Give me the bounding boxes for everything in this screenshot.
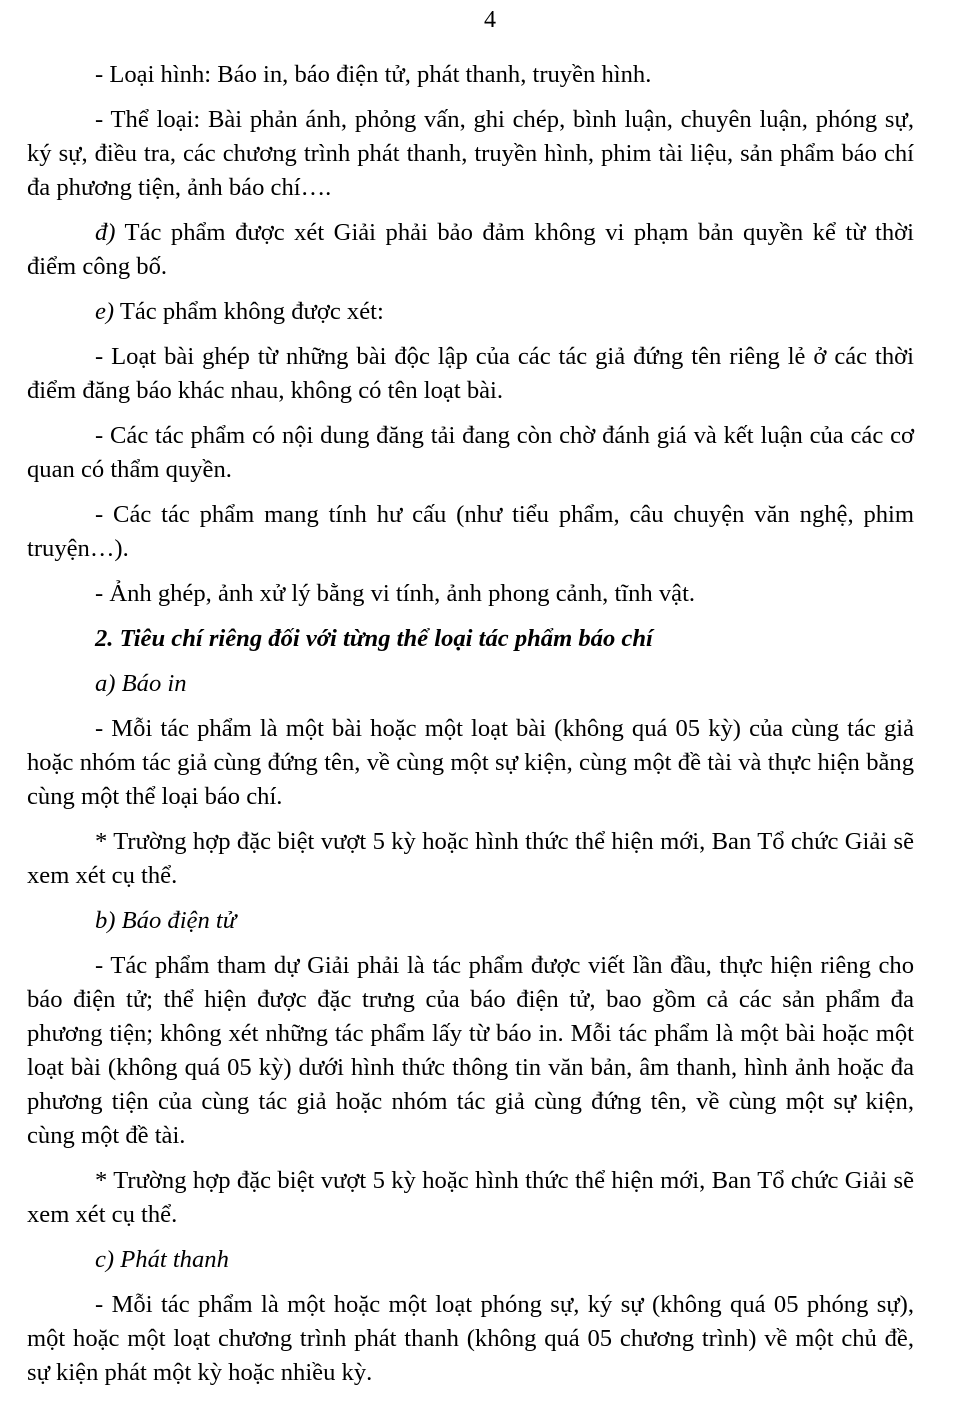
- paragraph-text: Tác phẩm không được xét:: [114, 298, 384, 325]
- paragraph-e-khong-duoc-xet: [27, 295, 914, 329]
- paragraph-hu-cau: - Các tác phẩm mang tính hư cấu (như tiểu phẩm, câu chuyện văn nghệ, phim truyện…).: [27, 501, 914, 562]
- page-number: 4: [484, 7, 496, 33]
- paragraph-phat-thanh-moi-tac-pham: - Mỗi tác phẩm là một hoặc một loạt phóng sự, ký sự (không quá 05 phóng sự), một hoặc một loạt chương trình phát thanh (không quá 05 chương trình) về một chủ đề, sự kiện phát một kỳ hoặc nhiều kỳ.: [27, 1291, 914, 1386]
- paragraph-anh-ghep: - Ảnh ghép, ảnh xử lý bằng vi tính, ảnh phong cảnh, tĩnh vật.: [95, 580, 696, 607]
- subheading-bao-dien-tu: b) Báo điện tử: [95, 907, 237, 934]
- paragraph-text: Tác phẩm được xét Giải phải bảo đảm không vi phạm bản quyền kể từ thời điểm công bố.: [27, 219, 914, 280]
- paragraph-loai-hinh: - Loại hình: Báo in, báo điện tử, phát thanh, truyền hình.: [95, 61, 652, 88]
- paragraph-bao-in-moi-tac-pham: - Mỗi tác phẩm là một bài hoặc một loạt bài (không quá 05 kỳ) của cùng tác giả hoặc nhóm tác giả cùng đứng tên, về cùng một sự kiện, cùng một đề tài và thực hiện bằng cùng một thể loại báo chí.: [27, 715, 914, 810]
- paragraph-d-ban-quyen: [27, 216, 914, 284]
- paragraph-loat-bai-ghep: - Loạt bài ghép từ những bài độc lập của các tác giả đứng tên riêng lẻ ở các thời điểm đăng báo khác nhau, không có tên loạt bài.: [27, 343, 914, 404]
- subheading-bao-in: a) Báo in: [95, 670, 187, 697]
- paragraph-bao-dien-tu-tac-pham: - Tác phẩm tham dự Giải phải là tác phẩm được viết lần đầu, thực hiện riêng cho báo điện tử; thể hiện được đặc trưng của báo điện tử, bao gồm cả các sản phẩm đa phương tiện; không xét những tác phẩm lấy từ báo in. Mỗi tác phẩm là một bài hoặc một loạt bài (không quá 05 kỳ) dưới hình thức thông tin văn bản, âm thanh, hình ảnh hoặc đa phương tiện của cùng tác giả hoặc nhóm tác giả cùng đứng tên, về cùng một sự kiện, cùng một đề tài.: [27, 952, 914, 1149]
- paragraph-bao-dien-tu-truong-hop-dac-biet: * Trường hợp đặc biệt vượt 5 kỳ hoặc hình thức thể hiện mới, Ban Tổ chức Giải sẽ xem xét cụ thể.: [27, 1167, 914, 1228]
- paragraph-the-loai: - Thể loại: Bài phản ánh, phỏng vấn, ghi chép, bình luận, chuyên luận, phóng sự, ký sự, điều tra, các chương trình phát thanh, truyền hình, phim tài liệu, sản phẩm báo chí đa phương tiện, ảnh báo chí….: [27, 106, 914, 201]
- document-body: [27, 58, 914, 1401]
- paragraph-cho-danh-gia: - Các tác phẩm có nội dung đăng tải đang còn chờ đánh giá và kết luận của các cơ quan có thẩm quyền.: [27, 422, 914, 483]
- paragraph-bao-in-truong-hop-dac-biet: * Trường hợp đặc biệt vượt 5 kỳ hoặc hình thức thể hiện mới, Ban Tổ chức Giải sẽ xem xét cụ thể.: [27, 828, 914, 889]
- item-marker-e: e): [95, 298, 115, 325]
- section-heading-tieu-chi-rieng: 2. Tiêu chí riêng đối với từng thể loại tác phẩm báo chí: [95, 625, 653, 652]
- subheading-phat-thanh: c) Phát thanh: [95, 1246, 229, 1273]
- item-marker-d: đ): [95, 219, 116, 246]
